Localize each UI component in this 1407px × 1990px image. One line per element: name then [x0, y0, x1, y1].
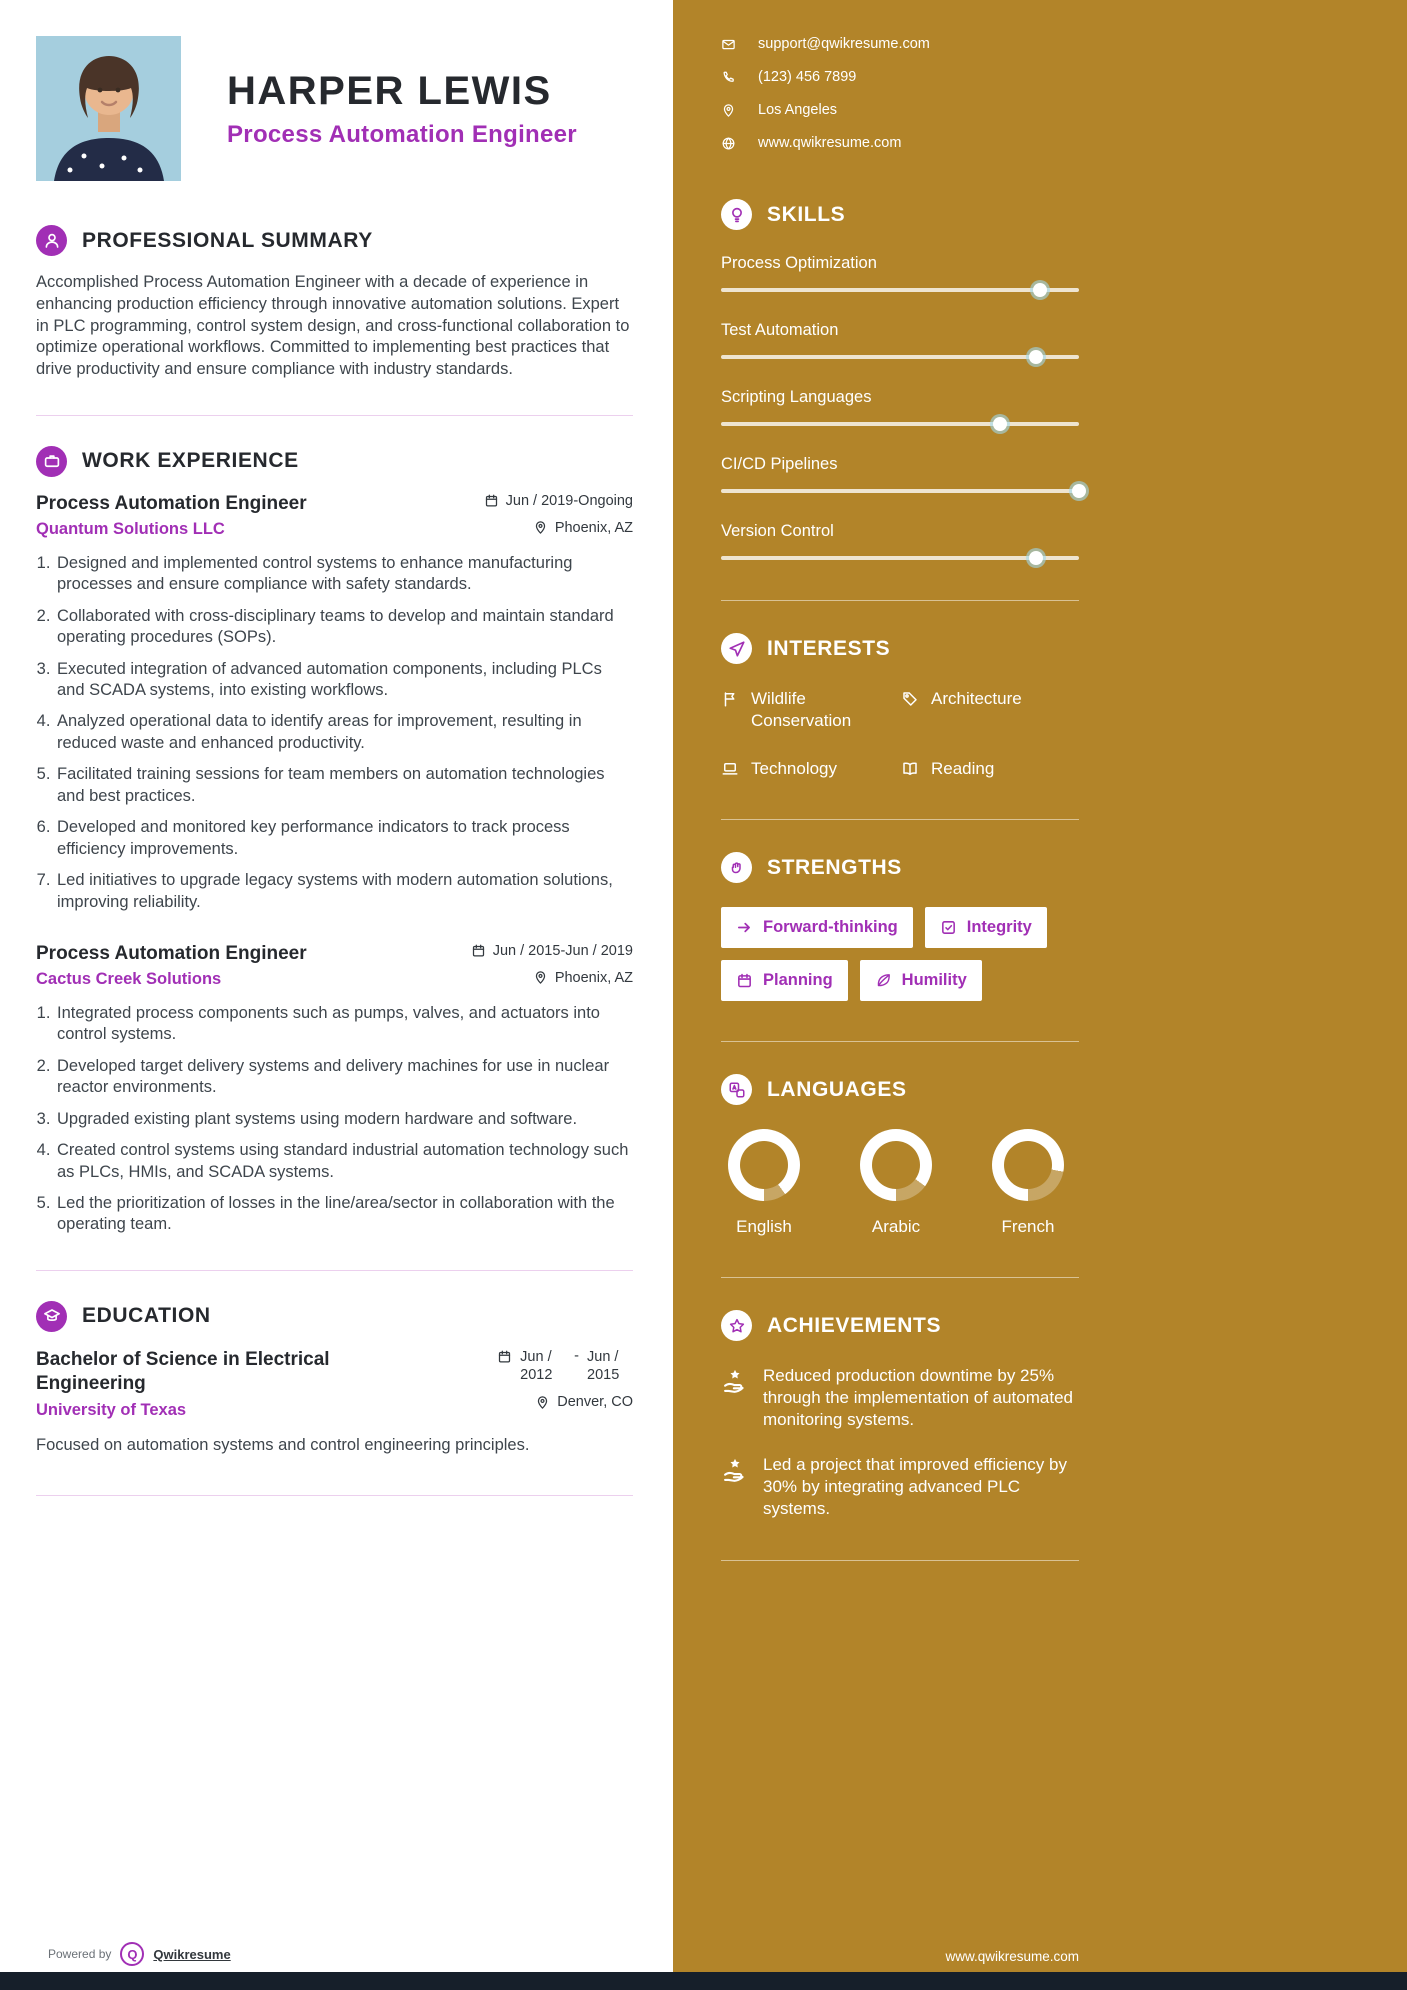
leaf-icon [875, 972, 892, 989]
interests-section [721, 633, 1079, 779]
profile-photo-illustration [36, 36, 181, 181]
skill-slider[interactable] [721, 489, 1079, 493]
interest-label: Technology [751, 758, 838, 778]
contact-website-text: www.qwikresume.com [758, 135, 902, 151]
interest-item [901, 688, 1079, 732]
job-company: Cactus Creek Solutions [36, 969, 222, 988]
job-dates [471, 943, 633, 959]
language-item [853, 1129, 939, 1237]
job-location [533, 520, 633, 536]
interest-item [901, 758, 1079, 780]
skill-name: Version Control [721, 522, 834, 540]
paper-plane-icon [721, 633, 752, 664]
pin-icon [535, 1395, 550, 1410]
summary-heading: PROFESSIONAL SUMMARY [82, 228, 373, 252]
skill-slider-knob[interactable] [1029, 350, 1043, 364]
job-bullet: 3. Upgraded existing plant systems using modern hardware and software. [55, 1109, 633, 1130]
checkbox-icon [940, 919, 957, 936]
skill-item [721, 254, 1079, 292]
briefcase-icon [36, 446, 67, 477]
contact-email-row[interactable] [721, 36, 1079, 52]
strength-label: Forward-thinking [763, 918, 898, 937]
skill-slider[interactable] [721, 556, 1079, 560]
laptop-icon [721, 760, 739, 778]
hand-star-icon [721, 1367, 749, 1395]
job-dates-text: Jun / 2015-Jun / 2019 [492, 942, 633, 959]
job-bullet: 4. Analyzed operational data to identify areas for improvement, resulting in reduced waste and enhanced productivity. [55, 711, 633, 754]
job-company: Quantum Solutions LLC [36, 519, 225, 538]
education-school: University of Texas [36, 1401, 187, 1420]
job-bullet: 2. Developed target delivery systems and delivery machines for use in nuclear reactor environments. [55, 1056, 633, 1099]
job-bullet: 5. Facilitated training sessions for team members on automation technologies and best practices. [55, 764, 633, 807]
interest-item [721, 688, 901, 732]
language-donut-chart [728, 1129, 800, 1201]
contact-location-row [721, 102, 1079, 118]
education-location [535, 1394, 633, 1410]
pin-icon [533, 970, 548, 985]
summary-text: Accomplished Process Automation Engineer with a decade of experience in enhancing production efficiency through innovative automation solutions. Expert in PLC programming, control system design, and cross-functional collaboration to optimize operational workflows. Committed to implementing best practices that drive productivity and ensure compliance with industry standards. [36, 273, 630, 379]
skills-section-head [721, 199, 1079, 230]
achievement-item [721, 1454, 1079, 1520]
calendar-icon [471, 943, 486, 958]
skill-slider[interactable] [721, 355, 1079, 359]
education-date-start: Jun / 2012 [520, 1348, 553, 1384]
language-donut-chart [992, 1129, 1064, 1201]
strength-chips [721, 907, 1079, 1001]
languages-section-head [721, 1074, 1079, 1105]
contact-phone-text: (123) 456 7899 [758, 69, 857, 85]
language-label: French [1001, 1217, 1055, 1237]
job-bullet: 1. Integrated process components such as pumps, valves, and actuators into control systems. [55, 1003, 633, 1046]
skill-slider-knob[interactable] [993, 417, 1007, 431]
job-company-row [36, 520, 633, 539]
education-note: Focused on automation systems and control engineering principles. [36, 1436, 530, 1455]
job-bullet: 1. Designed and implemented control systems to enhance manufacturing processes and ensure compliance with safety standards. [55, 553, 633, 596]
skill-slider[interactable] [721, 288, 1079, 292]
bulb-icon [721, 199, 752, 230]
profile-photo [36, 36, 181, 181]
skills-heading: SKILLS [767, 202, 846, 226]
sidebar [673, 0, 1407, 1990]
job-location-text: Phoenix, AZ [554, 519, 633, 536]
interest-item [721, 758, 901, 780]
job-bullet: 5. Led the prioritization of losses in the line/area/sector in collaboration with the operating team. [55, 1193, 633, 1236]
education-degree: Bachelor of Science in Electrical Engineering [36, 1348, 330, 1394]
interest-label: Wildlife Conservation [751, 689, 852, 730]
main-column [0, 0, 673, 1990]
skill-item [721, 388, 1079, 426]
job-entry [36, 943, 633, 1236]
education-degree-block [36, 1348, 366, 1421]
identity-text [227, 69, 577, 149]
contact-phone-row [721, 69, 1079, 85]
education-date-end: Jun / 2015 [587, 1348, 620, 1384]
job-company-row [36, 970, 633, 989]
section-divider [36, 1270, 633, 1271]
job-bullet: 6. Developed and monitored key performance indicators to track process efficiency improvements. [55, 817, 633, 860]
job-title-row [36, 493, 633, 515]
skill-item [721, 321, 1079, 359]
job-bullet: 2. Collaborated with cross-disciplinary teams to develop and maintain standard operating procedures (SOPs). [55, 606, 633, 649]
pin-icon [533, 520, 548, 535]
strength-chip [721, 960, 848, 1001]
education-meta [497, 1348, 633, 1410]
language-label: Arabic [871, 1217, 921, 1237]
calendar-icon [736, 972, 753, 989]
star-icon [721, 1310, 752, 1341]
powered-by-label: Powered by [48, 1947, 112, 1961]
skill-slider-knob[interactable] [1072, 484, 1086, 498]
achievements-section-head [721, 1310, 1079, 1341]
job-title-row [36, 943, 633, 965]
strengths-heading: STRENGTHS [767, 855, 902, 879]
calendar-icon [484, 493, 499, 508]
language-label: English [736, 1217, 792, 1237]
strength-chip [925, 907, 1047, 948]
contact-email-text: support@qwikresume.com [758, 36, 930, 52]
section-divider [36, 415, 633, 416]
achievement-text: Reduced production downtime by 25% through the implementation of automated monitoring systems. [763, 1366, 1073, 1430]
book-icon [901, 760, 919, 778]
tag-icon [901, 690, 919, 708]
hand-star-icon [721, 1456, 749, 1484]
location-icon [721, 103, 736, 118]
education-heading: EDUCATION [82, 1304, 211, 1328]
strength-label: Humility [901, 971, 967, 990]
globe-icon [721, 136, 736, 151]
languages-heading: LANGUAGES [767, 1077, 907, 1101]
strengths-section [721, 852, 1079, 1001]
interest-label: Architecture [931, 689, 1022, 708]
identity-header [36, 36, 633, 181]
strengths-section-head [721, 852, 1079, 883]
translate-icon [721, 1074, 752, 1105]
experience-section-head [36, 446, 633, 477]
education-date-separator: - [574, 1347, 579, 1364]
contact-website-row[interactable] [721, 135, 1079, 151]
skills-section [721, 199, 1079, 560]
sidebar-divider [721, 1560, 1079, 1561]
education-location-text: Denver, CO [557, 1394, 633, 1411]
skill-name: Scripting Languages [721, 388, 872, 406]
education-entry [36, 1348, 633, 1421]
strength-chip [860, 960, 982, 1001]
contact-location-text: Los Angeles [758, 102, 838, 118]
flag-icon [721, 690, 739, 708]
skill-name: Test Automation [721, 321, 839, 339]
language-item [985, 1129, 1071, 1237]
sidebar-website-link[interactable]: www.qwikresume.com [945, 1949, 1079, 1964]
job-bullet-list [36, 553, 633, 913]
bottom-bar [0, 1972, 1407, 1990]
skill-item [721, 455, 1079, 493]
interest-label: Reading [931, 758, 995, 778]
arrow-right-icon [736, 919, 753, 936]
strength-label: Integrity [966, 918, 1032, 937]
candidate-name: HARPER LEWIS [227, 68, 552, 113]
skill-name: CI/CD Pipelines [721, 455, 838, 473]
person-icon [36, 225, 67, 256]
experience-heading: WORK EXPERIENCE [82, 449, 299, 473]
interests-section-head [721, 633, 1079, 664]
education-section-head [36, 1301, 633, 1332]
job-bullet: 4. Created control systems using standard industrial automation technology such as PLCs, HMIs, and SCADA systems. [55, 1140, 633, 1183]
summary-section [36, 225, 633, 381]
sidebar-divider [721, 600, 1079, 601]
achievements-heading: ACHIEVEMENTS [767, 1313, 942, 1337]
sidebar-divider [721, 819, 1079, 820]
language-donut-chart [860, 1129, 932, 1201]
job-dates [484, 493, 633, 509]
language-row [721, 1129, 1079, 1237]
interests-heading: INTERESTS [767, 636, 891, 660]
interest-grid [721, 688, 1079, 779]
job-bullet-list [36, 1003, 633, 1236]
job-dates-text: Jun / 2019-Ongoing [505, 492, 633, 509]
qwikresume-logo-icon: Q [120, 1942, 144, 1966]
language-item [721, 1129, 807, 1237]
languages-section [721, 1074, 1079, 1237]
candidate-title: Process Automation Engineer [227, 120, 577, 148]
strength-label: Planning [763, 971, 833, 990]
fist-icon [721, 852, 752, 883]
email-icon [721, 37, 736, 52]
calendar-icon [497, 1349, 512, 1364]
job-title: Process Automation Engineer [36, 492, 307, 514]
powered-by-footer [48, 1942, 231, 1966]
achievement-text: Led a project that improved efficiency by 30% by integrating advanced PLC systems. [763, 1454, 1067, 1518]
sidebar-divider [721, 1041, 1079, 1042]
contact-block [721, 36, 1079, 151]
education-section [36, 1301, 633, 1456]
skill-slider[interactable] [721, 422, 1079, 426]
achievements-section [721, 1310, 1079, 1520]
sidebar-divider [721, 1277, 1079, 1278]
skill-item [721, 522, 1079, 560]
summary-section-head [36, 225, 633, 256]
job-bullet: 7. Led initiatives to upgrade legacy systems with modern automation solutions, improving reliability. [55, 870, 633, 913]
job-location [533, 970, 633, 986]
strength-chip [721, 907, 913, 948]
education-dates [497, 1348, 633, 1384]
achievement-item [721, 1365, 1079, 1431]
sidebar-content [721, 36, 1079, 1561]
graduation-cap-icon [36, 1301, 67, 1332]
section-divider [36, 1495, 633, 1496]
job-title: Process Automation Engineer [36, 942, 307, 964]
experience-section [36, 446, 633, 1236]
skill-slider-knob[interactable] [1033, 283, 1047, 297]
job-bullet: 3. Executed integration of advanced automation components, including PLCs and SCADA systems, into existing workflows. [55, 659, 633, 702]
job-entry [36, 493, 633, 913]
skill-name: Process Optimization [721, 254, 877, 272]
skill-slider-knob[interactable] [1029, 551, 1043, 565]
qwikresume-brand-link[interactable]: Qwikresume [153, 1946, 231, 1962]
phone-icon [721, 70, 736, 85]
job-location-text: Phoenix, AZ [554, 969, 633, 986]
